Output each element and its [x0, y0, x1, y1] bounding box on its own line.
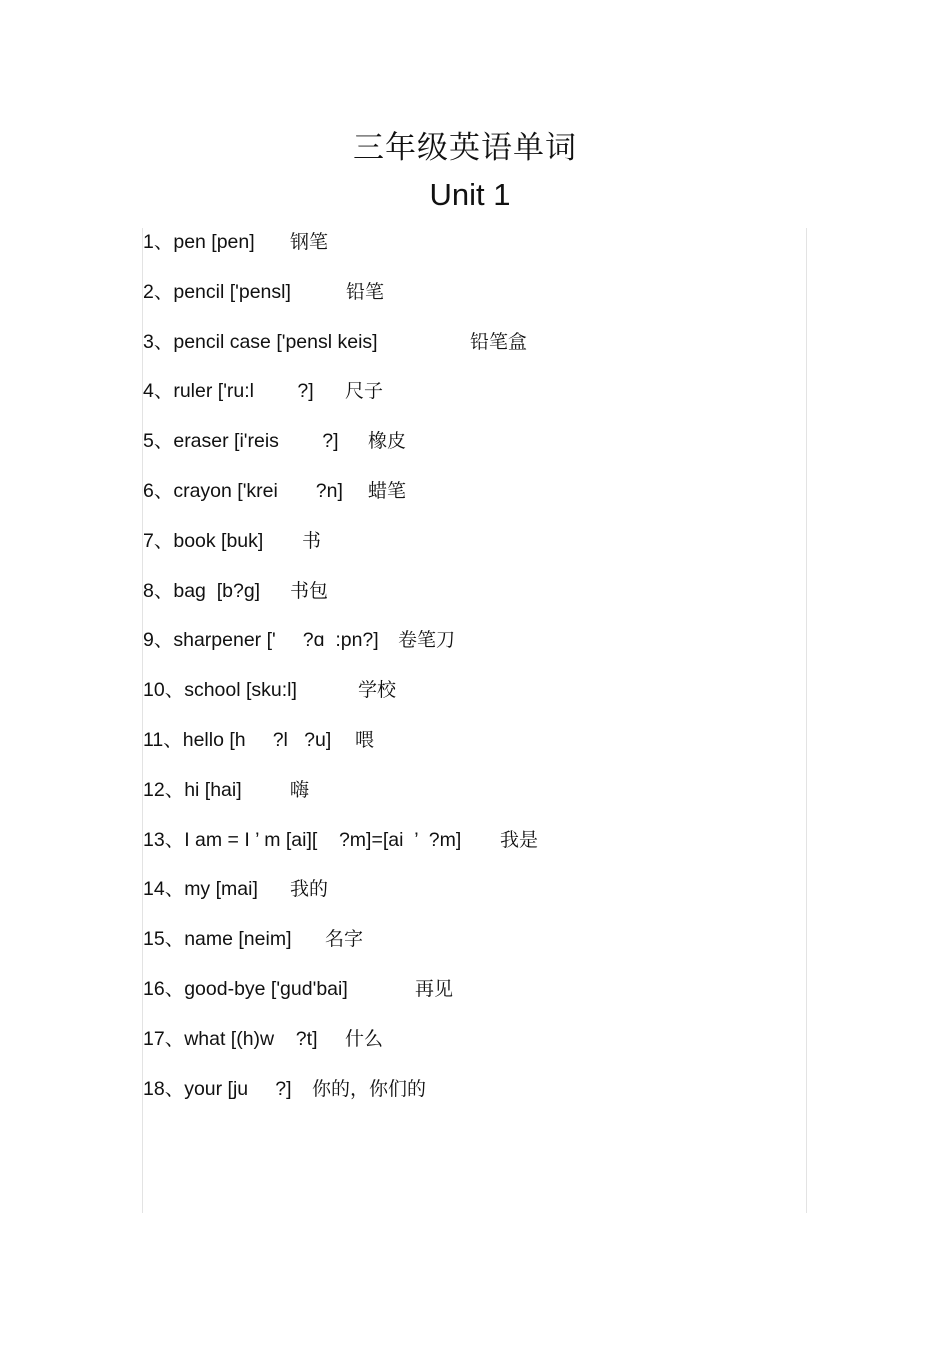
word-entry: 16、good-bye ['gud'bai]	[143, 977, 348, 1000]
word-meaning: 橡皮	[368, 430, 407, 453]
unit-title: Unit 1	[429, 177, 511, 212]
list-item	[143, 727, 375, 777]
word-entry: 9、sharpener [' ?ɑ :pn?]	[143, 629, 379, 652]
word-meaning: 铅笔盒	[470, 330, 528, 353]
word-meaning: 我是	[500, 828, 539, 851]
word-entry: 4、ruler ['ru:l ?]	[143, 380, 314, 403]
word-entry: 13、I am = I ’ m [ai][ ?m]=[ai ’ ?m]	[143, 828, 462, 851]
word-entry: 5、eraser [i'reis ?]	[143, 430, 339, 453]
word-meaning: 喂	[355, 728, 375, 751]
word-entry: 18、your [ju ?]	[143, 1077, 292, 1100]
word-meaning: 蜡笔	[368, 479, 407, 502]
list-item	[143, 378, 384, 428]
list-item	[143, 428, 407, 478]
word-entry: 2、pencil ['pensl]	[143, 280, 291, 303]
word-entry: 15、name [neim]	[143, 928, 292, 951]
list-item	[143, 777, 310, 827]
word-entry: 3、pencil case ['pensl keis]	[143, 330, 378, 353]
word-entry: 8、bag [b?g]	[143, 579, 261, 602]
list-item	[143, 229, 329, 279]
word-meaning: 什么	[345, 1027, 384, 1050]
word-entry: 1、pen [pen]	[143, 231, 255, 253]
list-item	[143, 1026, 384, 1076]
list-item	[143, 578, 329, 628]
word-meaning: 我的	[290, 878, 329, 901]
word-meaning: 卷笔刀	[398, 629, 456, 652]
word-meaning: 名字	[325, 928, 364, 951]
word-meaning: 书	[302, 529, 322, 552]
list-item	[143, 827, 539, 877]
word-meaning: 铅笔	[346, 280, 385, 303]
list-item	[143, 876, 329, 926]
vocabulary-list	[143, 229, 539, 1125]
word-meaning: 书包	[290, 579, 329, 602]
word-entry: 14、my [mai]	[143, 878, 258, 901]
word-entry: 12、hi [hai]	[143, 778, 242, 801]
list-item	[143, 329, 528, 379]
list-item	[143, 627, 456, 677]
list-item	[143, 976, 454, 1026]
list-item	[143, 677, 397, 727]
page-title: 三年级英语单词	[353, 130, 577, 166]
word-meaning: 钢笔	[290, 231, 329, 253]
word-entry: 6、crayon ['krei ?n]	[143, 479, 343, 502]
list-item	[143, 1076, 427, 1126]
list-item	[143, 528, 322, 578]
list-item	[143, 279, 385, 329]
word-meaning: 你的，你们的	[312, 1077, 427, 1100]
list-item	[143, 478, 407, 528]
word-meaning: 嗨	[290, 778, 310, 801]
word-entry: 7、book [buk]	[143, 529, 264, 552]
word-entry: 10、school [sku:l]	[143, 679, 297, 702]
word-meaning: 尺子	[345, 380, 384, 403]
word-entry: 11、hello [h ?l ?u]	[143, 728, 332, 751]
word-meaning: 学校	[358, 679, 397, 702]
list-item	[143, 926, 364, 976]
word-meaning: 再见	[415, 977, 454, 1000]
table-border-right	[806, 228, 807, 1213]
word-entry: 17、what [(h)w ?t]	[143, 1027, 318, 1050]
